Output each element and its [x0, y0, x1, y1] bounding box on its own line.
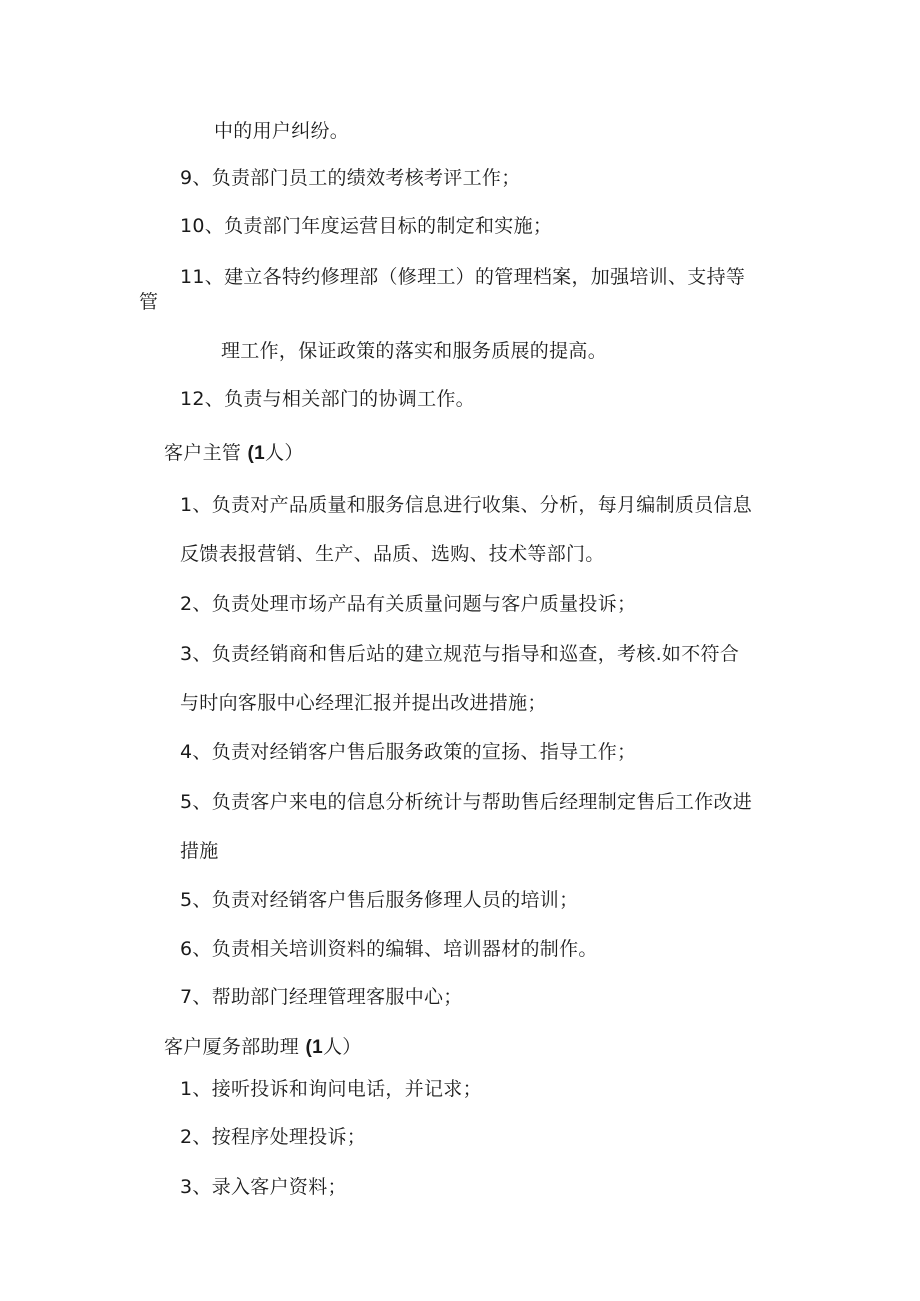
list-item: 与时向客服中心经理汇报并提出改进措施； [180, 692, 547, 714]
list-item: 3、录入客户资料； [180, 1176, 347, 1198]
list-item: 3、负责经销商和售后站的建立规范与指导和巡查，考核.如不符合 [180, 643, 740, 665]
list-item: 1、接听投诉和询问电话，并记求； [180, 1078, 482, 1100]
section-title: 客户厦务部助理 [164, 1036, 300, 1058]
section-title: 客户主管 [164, 442, 242, 464]
text-line: 12、负责与相关部门的协调工作。 [180, 388, 475, 410]
section-count: (1 [305, 1037, 323, 1058]
text-line: 管 [139, 291, 159, 313]
text-line: 11、建立各特约修理部（修理工）的管理档案，加强培训、支持等 [180, 266, 746, 288]
list-item: 1、负责对产品质量和服务信息进行收集、分析，每月编制质员信息 [180, 494, 753, 516]
section-heading-customer-supervisor [164, 441, 304, 466]
list-item: 2、按程序处理投诉； [180, 1126, 367, 1148]
section-count: (1 [247, 443, 266, 464]
list-item: 措施 [180, 840, 219, 862]
list-item: 反馈表报营销、生产、品质、选购、技术等部门。 [180, 543, 605, 565]
list-item: 7、帮助部门经理管理客服中心； [180, 986, 463, 1008]
list-item: 2、负责处理市场产品有关质量问题与客户质量投诉； [180, 593, 637, 615]
list-item: 5、负责对经销客户售后服务修理人员的培训； [180, 889, 579, 911]
text-line: 理工作，保证政策的落实和服务质展的提高。 [221, 340, 608, 362]
list-item: 6、负责相关培训资料的编辑、培训器材的制作。 [180, 938, 598, 960]
text-line: 中的用户纠纷。 [214, 120, 350, 142]
list-item: 4、负责对经销客户售后服务政策的宣扬、指导工作； [180, 741, 637, 763]
list-item: 5、负责客户来电的信息分析统计与帮助售后经理制定售后工作改进 [180, 791, 753, 813]
section-heading-assistant [164, 1035, 362, 1060]
text-line: 10、负责部门年度运营目标的制定和实施； [180, 215, 553, 237]
section-count-suffix: 人） [265, 442, 304, 464]
section-count-suffix: 人） [322, 1036, 362, 1058]
text-line: 9、负责部门员工的绩效考核考评工作； [180, 167, 521, 189]
